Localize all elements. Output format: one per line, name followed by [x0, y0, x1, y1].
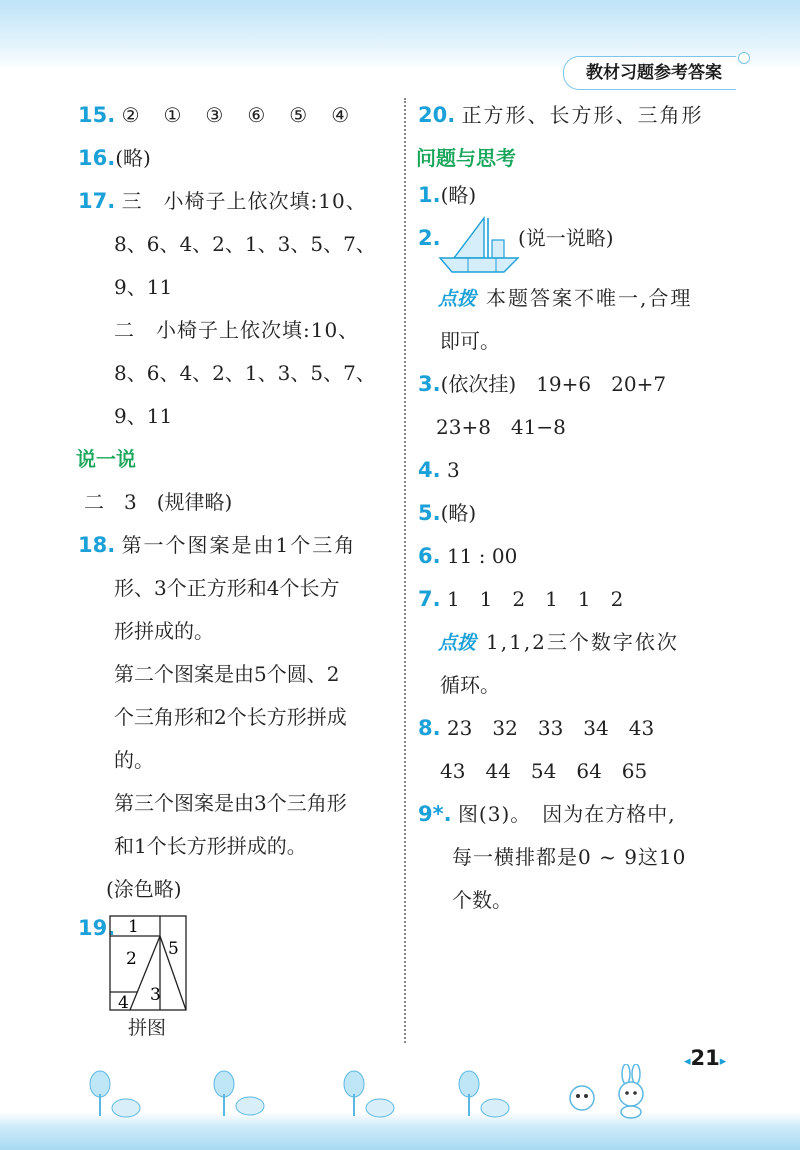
answer-18-line9: (涂色略)	[106, 877, 182, 901]
answer-20: 20. 正方形、长方形、三角形	[418, 103, 704, 127]
section-wenti-yu-sikao: 问题与思考	[416, 146, 516, 170]
tip-1-line2: 即可。	[440, 329, 500, 353]
answer-18-line6: 的。	[114, 748, 154, 772]
answer-r8-line2: 43 44 54 64 65	[440, 759, 648, 783]
tree-bush-icon	[80, 1070, 150, 1120]
answer-18-line2: 形、3个正方形和4个长方	[114, 576, 340, 600]
page-number: ◂21▸	[684, 1046, 727, 1070]
tip-2-line2: 循环。	[440, 673, 500, 697]
answer-r2: 2.	[418, 226, 441, 250]
answer-r3-line1: 3.(依次挂) 19+6 20+7	[418, 372, 667, 396]
tangram-puzzle-figure	[108, 914, 188, 1014]
tree-bush-icon	[200, 1070, 270, 1120]
answer-17-line4: 二 小椅子上依次填:10、	[114, 318, 360, 342]
answer-r9-line3: 个数。	[452, 888, 512, 912]
answer-17-line1: 17. 三 小椅子上依次填:10、	[78, 189, 367, 213]
answer-16: 16.(略)	[78, 146, 151, 170]
answer-18-line7: 第三个图案是由3个三角形	[114, 791, 347, 815]
answer-r9-line2: 每一横排都是0 ~ 9这10	[452, 845, 687, 869]
header-ornament	[738, 52, 750, 64]
tip-label: 点拨	[438, 632, 477, 654]
page-next-arrow-icon: ▸	[719, 1054, 727, 1069]
page-prev-arrow-icon: ◂	[684, 1054, 691, 1069]
shuo-answer: 二 3 (规律略)	[84, 490, 233, 514]
answer-16-text: (略)	[115, 146, 151, 170]
tree-bush-icon	[445, 1070, 515, 1120]
piece-label-2: 2	[126, 949, 137, 969]
puzzle-caption: 拼图	[128, 1017, 167, 1039]
answer-18-line1: 18. 第一个图案是由1个三角	[78, 533, 357, 557]
header-title: 教材习题参考答案	[586, 63, 722, 83]
piece-label-5: 5	[168, 939, 179, 959]
answer-18-line8: 和1个长方形拼成的。	[114, 834, 307, 858]
sailboat-figure	[438, 214, 520, 276]
piece-label-1: 1	[128, 917, 139, 937]
bunny-mascot-icon	[560, 1064, 650, 1120]
answer-r9-line1: 9*. 图(3)。 因为在方格中,	[418, 802, 676, 826]
answer-17-line3: 9、11	[114, 275, 173, 299]
answer-r4: 4. 3	[418, 458, 460, 482]
answer-17-line5: 8、6、4、2、1、3、5、7、	[114, 361, 376, 385]
answer-18-line4: 第二个图案是由5个圆、2	[114, 662, 340, 686]
answer-18-line5: 个三角形和2个长方形拼成	[114, 705, 347, 729]
answer-15: 15. ② ① ③ ⑥ ⑤ ④	[78, 103, 352, 127]
answer-19: 19.	[78, 916, 116, 940]
answer-r3-line2: 23+8 41−8	[436, 415, 566, 439]
answer-18-line3: 形拼成的。	[114, 619, 214, 643]
answer-20-text: 正方形、长方形、三角形	[461, 103, 704, 127]
answer-r5: 5.(略)	[418, 501, 477, 525]
answer-r7: 7. 1 1 2 1 1 2	[418, 587, 624, 611]
answer-r6: 6. 11 : 00	[418, 544, 518, 568]
answer-17-line2: 8、6、4、2、1、3、5、7、	[114, 232, 376, 256]
tip-2-line1: 点拨 1,1,2三个数字依次	[438, 630, 679, 654]
tree-bush-icon	[330, 1070, 400, 1120]
answer-r8-line1: 8. 23 32 33 34 43	[418, 716, 655, 740]
column-divider	[404, 98, 406, 1043]
page-header	[563, 56, 736, 90]
piece-label-4: 4	[118, 993, 129, 1013]
piece-label-3: 3	[150, 985, 161, 1005]
section-shuo-yi-shuo: 说一说	[76, 447, 136, 471]
answer-17-line6: 9、11	[114, 404, 173, 428]
answer-r2-text: (说一说略)	[518, 226, 614, 250]
tip-1-line1: 点拨 本题答案不唯一,合理	[438, 286, 693, 310]
answer-r1: 1.(略)	[418, 183, 477, 207]
tip-label: 点拨	[438, 288, 477, 310]
answer-15-text: ② ① ③ ⑥ ⑤ ④	[121, 103, 352, 127]
